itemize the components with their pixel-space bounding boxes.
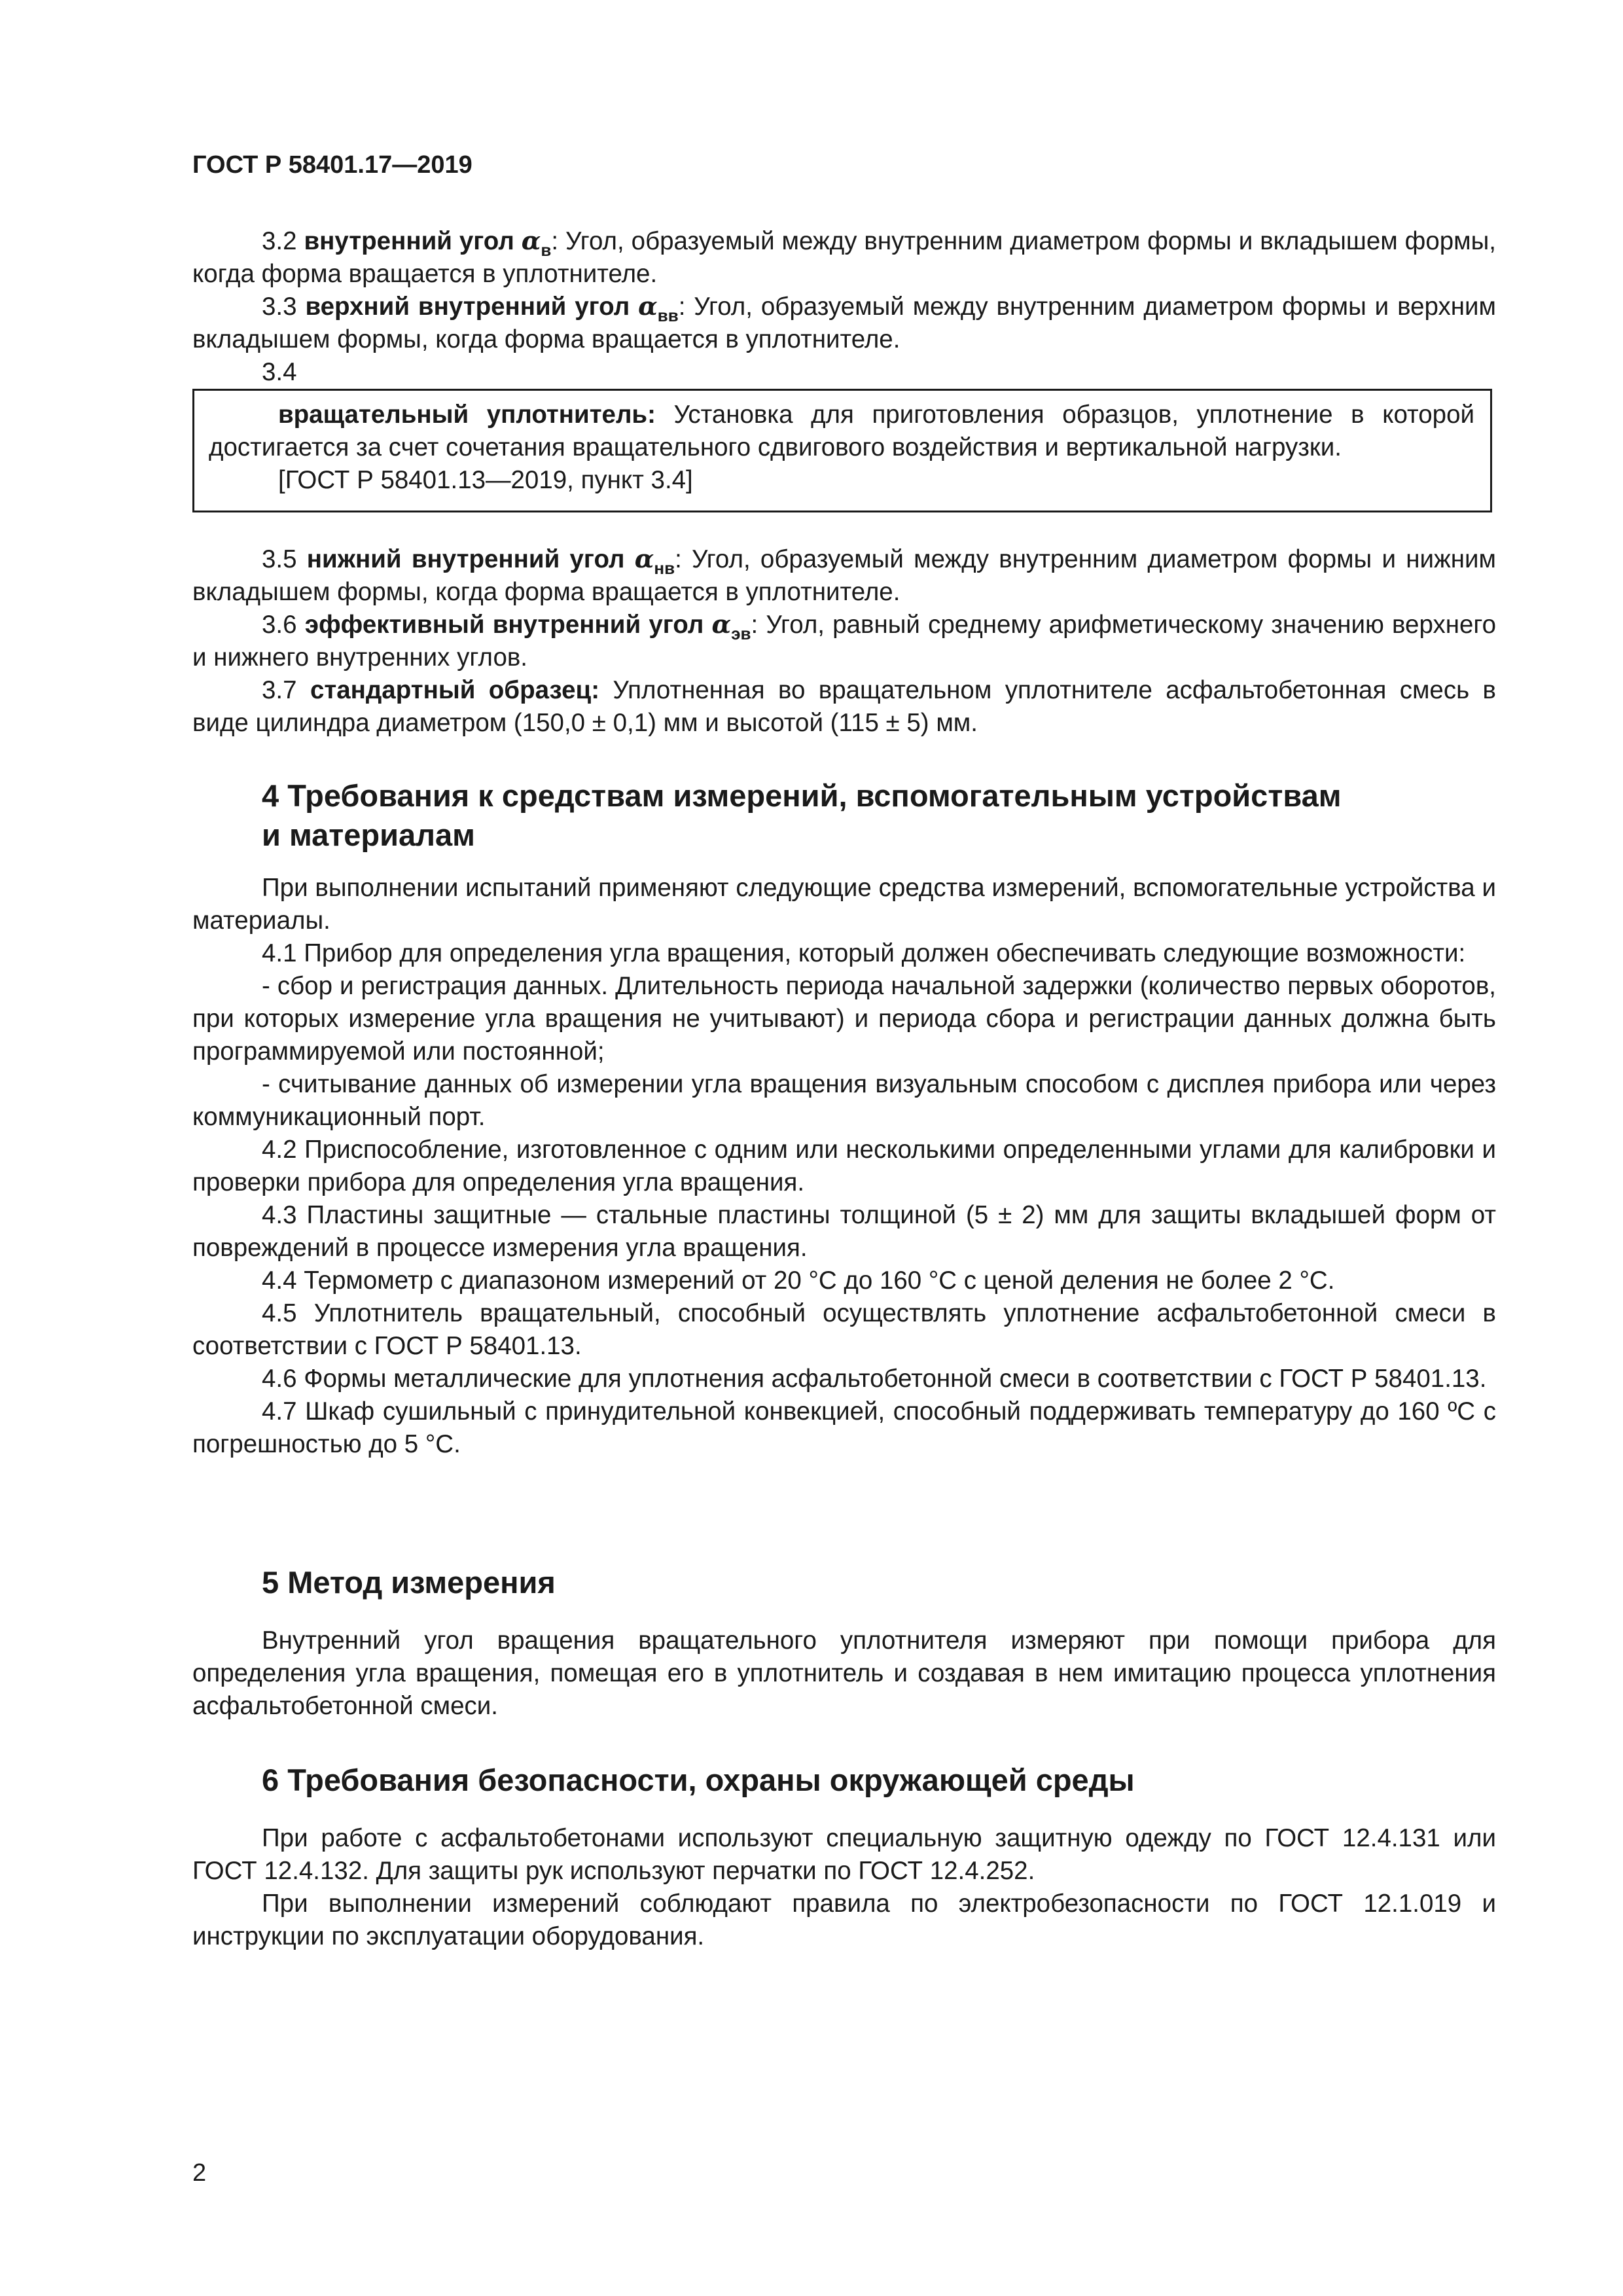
box-definition: вращательный уплотнитель: Установка для приготовления образцов, уплотнение в которой достигается за счет сочетания вращательного сдвигового воздействия и вертикальной нагрузки. [209,401,1474,461]
definitions-block-1 [192,225,1496,389]
section-4-heading: 4 Требования к средствам измерений, вспомогательным устройствам и материалам [262,778,1342,852]
section-4-intro: При выполнении испытаний применяют следующие средства измерений, вспомогательные устройства и материалы. [192,874,1496,935]
clause-4-7: 4.7 Шкаф сушильный с принудительной конвекцией, способный поддерживать температуру до 160 ºС с погрешностью до 5 °С. [192,1397,1496,1458]
definition-term: внутренний угол [304,227,514,255]
greek-symbol: α [634,545,654,574]
greek-symbol: α [638,292,658,321]
page-number: 2 [192,2159,207,2187]
definition-3-3: 3.3 верхний внутренний угол $\alpha_{вв}$: Угол, образуемый между внутренним диаметром формы и верхним вкладышем формы, когда форма вращается в уплотнителе. [192,292,1496,353]
section-6-paragraph-1: При работе с асфальтобетонами используют специальную защитную одежду по ГОСТ 12.4.131 или ГОСТ 12.4.132. Для защиты рук используют перчатки по ГОСТ 12.4.252. [192,1824,1496,1885]
section-5-body [192,1624,1496,1723]
clause-4-6: 4.6 Формы металлические для уплотнения асфальтобетонной смеси в соответствии с ГОСТ Р 58401.13. [262,1365,1487,1393]
greek-symbol: α [521,226,541,256]
section-5-paragraph: Внутренний угол вращения вращательного уплотнителя измеряют при помощи прибора для определения угла вращения, помещая его в уплотнитель и создавая в нем имитацию процесса уплотнения асфальтобетонной смеси. [192,1626,1496,1720]
section-6-paragraph-2: При выполнении измерений соблюдают правила по электробезопасности по ГОСТ 12.1.019 и инструкции по эксплуатации оборудования. [192,1890,1496,1950]
definition-term: верхний внутренний угол [305,293,630,321]
box-reference: [ГОСТ Р 58401.13—2019, пункт 3.4] [278,466,693,494]
running-header: ГОСТ Р 58401.17—2019 [192,151,473,179]
definition-term: стандартный образец: [310,676,600,704]
section-6-heading: 6 Требования безопасности, охраны окружающей среды [262,1763,1135,1797]
greek-symbol: α [711,610,732,639]
clause-4-1-item-2: - считывание данных об измерении угла вращения визуальным способом с дисплея прибора или через коммуникационный порт. [192,1070,1496,1131]
definition-3-5: 3.5 нижний внутренний угол $\alpha_{нв}$: Угол, образуемый между внутренним диаметром формы и нижним вкладышем формы, когда форма вращается в уплотнителе. [192,545,1496,606]
clause-4-4: 4.4 Термометр с диапазоном измерений от 20 °С до 160 °С с ценой деления не более 2 °С. [262,1266,1335,1295]
definition-term: вращательный уплотнитель: [278,401,656,429]
clause-4-1-item-1: - сбор и регистрация данных. Длительность периода начальной задержки (количество первых оборотов, при которых измерение угла вращения не учитывают) и периода сбора и регистрации данных должна быть программируемой или постоянной; [192,972,1496,1066]
clause-4-2: 4.2 Приспособление, изготовленное с одним или несколькими определенными углами для калибровки и проверки прибора для определения угла вращения. [192,1136,1496,1196]
section-6-body [192,1822,1496,1953]
definition-3-6: 3.6 эффективный внутренний угол $\alpha_{эв}$: Угол, равный среднему арифметическому значению верхнего и нижнего внутренних углов. [192,610,1496,672]
definitions-block-2 [192,543,1496,740]
clause-4-5: 4.5 Уплотнитель вращательный, способный осуществлять уплотнение асфальтобетонной смеси в соответствии с ГОСТ Р 58401.13. [192,1299,1496,1360]
section-5-heading: 5 Метод измерения [262,1565,556,1600]
section-4-body [192,872,1496,1461]
clause-4-3: 4.3 Пластины защитные — стальные пластины толщиной (5 ± 2) мм для защиты вкладышей форм от повреждений в процессе измерения угла вращения. [192,1201,1496,1262]
definition-3-7: 3.7 стандартный образец: Уплотненная во вращательном уплотнителе асфальтобетонная смесь в виде цилиндра диаметром (150,0 ± 0,1) мм и высотой (115 ± 5) мм. [192,676,1496,737]
definition-3-4-number: 3.4 [262,358,297,386]
clause-4-1: 4.1 Прибор для определения угла вращения, который должен обеспечивать следующие возможности: [262,939,1466,967]
definition-term: нижний внутренний угол [306,545,625,573]
definition-3-2: 3.2 внутренний угол $\alpha_в$: Угол, образуемый между внутренним диаметром формы и вкладышем формы, когда форма вращается в уплотнителе. [192,226,1496,288]
definition-term: эффективный внутренний угол [304,611,704,639]
quoted-definition-box [192,389,1492,512]
